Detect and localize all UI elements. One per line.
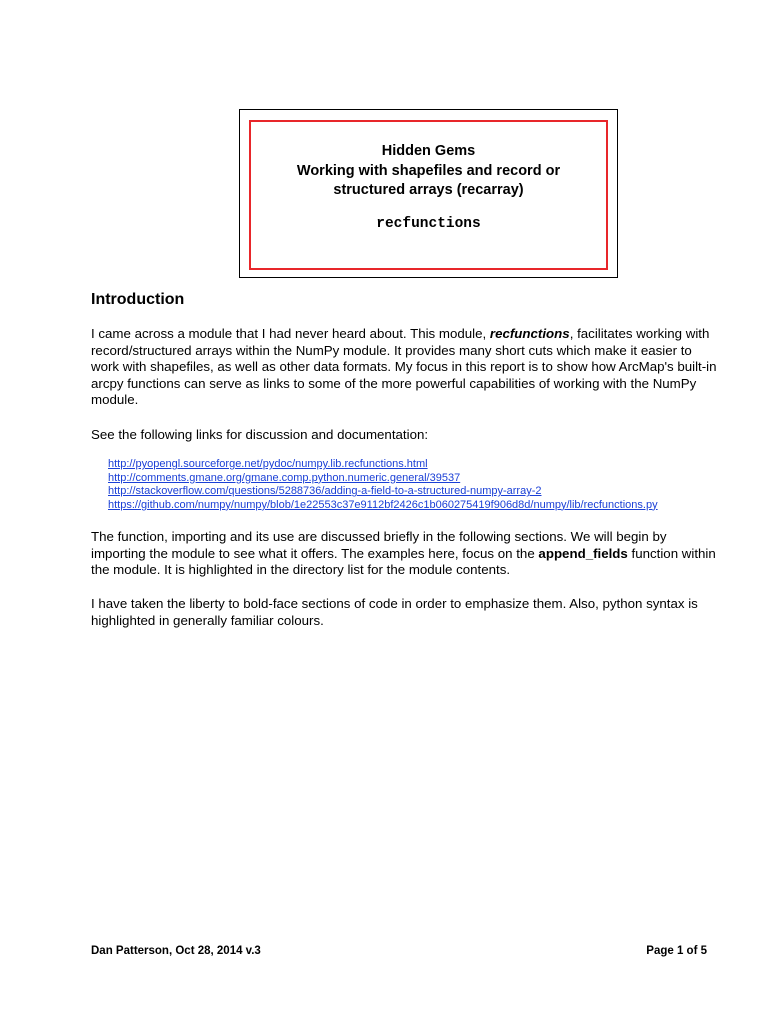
paragraph-1-emphasis: recfunctions: [489, 326, 570, 341]
paragraph-3: [91, 529, 721, 579]
section-heading: Introduction: [91, 291, 185, 308]
title-box-inner-border: [249, 120, 608, 270]
footer-author: Dan Patterson, Oct 28, 2014 v.3: [91, 945, 261, 957]
link-list: [108, 458, 658, 512]
title-line-2: Working with shapefiles and record or: [296, 162, 561, 179]
title-block: [251, 142, 606, 201]
paragraph-4: I have taken the liberty to bold-face sections of code in order to emphasize them. Also, python syntax is highlighted in generally familiar colours.: [91, 596, 698, 628]
paragraph-2: See the following links for discussion and documentation:: [91, 427, 429, 442]
paragraph-1-text-b: , facilitates working with record/structured arrays within the NumPy module. It provides many short cuts which make it easier to work with shapefiles, as well as other data formats. My focus in this report is to show how ArcMap's built-in arcpy functions can serve as links to some of the more powerful capabilities of working with the NumPy module.: [91, 326, 717, 408]
footer-page-number: Page 1 of 5: [646, 945, 707, 957]
paragraph-3-text-a: The function, importing and its use are discussed briefly in the following sections. We will begin by importing the module to see what it offers. The examples here, focus on the: [91, 529, 667, 561]
title-code: recfunctions: [376, 215, 481, 232]
link-4[interactable]: https://github.com/numpy/numpy/blob/1e22553c37e9112bf2426c1b060275419f906d8d/numpy/lib/recfunctions.py: [108, 498, 658, 511]
title-line-3: structured arrays (recarray): [333, 182, 524, 198]
link-2[interactable]: http://comments.gmane.org/gmane.comp.python.numeric.general/39537: [108, 471, 461, 484]
paragraph-3-bold: append_fields: [538, 545, 628, 561]
paragraph-1-text-a: I came across a module that I had never heard about. This module,: [91, 326, 490, 341]
title-box: [239, 109, 618, 278]
title-line-1: Hidden Gems: [381, 143, 476, 159]
paragraph-1: [91, 326, 721, 409]
paragraph-3-text-b: function within the module. It is highlighted in the directory list for the module contents.: [91, 545, 716, 578]
link-3[interactable]: http://stackoverflow.com/questions/5288736/adding-a-field-to-a-structured-numpy-array-2: [108, 485, 542, 498]
link-1[interactable]: http://pyopengl.sourceforge.net/pydoc/numpy.lib.recfunctions.html: [108, 458, 428, 470]
